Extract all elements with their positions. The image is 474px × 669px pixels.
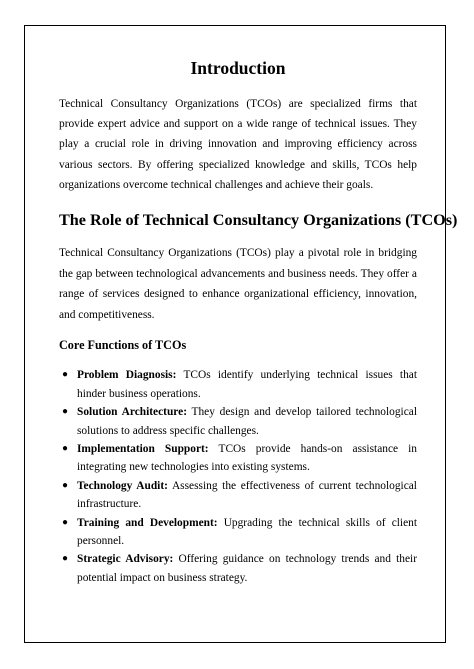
list-item-text: Assessing the effectiveness of current technological infrastructure. xyxy=(77,479,417,511)
list-item xyxy=(59,550,417,587)
list-item-text: Upgrading the technical skills of client personnel. xyxy=(77,516,417,548)
document-title: Introduction xyxy=(190,58,286,78)
list-item xyxy=(59,514,417,551)
list-item-text: TCOs provide hands-on assistance in integrating new technologies into existing systems. xyxy=(77,443,417,474)
list-item xyxy=(59,440,417,477)
list-item-term: Problem Diagnosis: xyxy=(77,369,177,382)
list-item xyxy=(59,403,417,440)
bullet-icon: ● xyxy=(62,406,69,418)
list-item xyxy=(59,477,417,514)
list-item xyxy=(59,366,417,403)
bullet-icon: ● xyxy=(62,479,69,491)
bullet-icon: ● xyxy=(62,369,69,381)
list-item-term: Implementation Support: xyxy=(77,443,209,456)
document-body xyxy=(59,56,458,587)
section-heading: The Role of Technical Consultancy Organizations (TCOs) xyxy=(59,211,458,230)
bullet-icon: ● xyxy=(62,443,69,455)
bullet-icon: ● xyxy=(62,516,69,528)
list-item-text: They design and develop tailored technological solutions to address specific challenges. xyxy=(77,406,417,437)
list-item-term: Solution Architecture: xyxy=(77,406,187,419)
list-item-text: Offering guidance on technology trends and their potential impact on business strategy. xyxy=(77,553,417,584)
core-functions-list xyxy=(59,366,417,587)
intro-paragraph: Technical Consultancy Organizations (TCOs) are specialized firms that provide expert advice and support on a wide range of technical issues. They play a crucial role in driving innovation and improving efficiency across various sectors. By offering specialized knowledge and skills, TCOs help organizations overcome technical challenges and achieve their goals. xyxy=(59,98,417,191)
list-item-term: Technology Audit: xyxy=(77,479,168,492)
bullet-icon: ● xyxy=(62,553,69,565)
core-functions-heading: Core Functions of TCOs xyxy=(59,338,187,353)
section-paragraph: Technical Consultancy Organizations (TCOs) play a pivotal role in bridging the gap between technological advancements and business needs. They offer a range of services designed to enhance organizational efficiency, innovation, and competitiveness. xyxy=(59,247,417,321)
list-item-term: Strategic Advisory: xyxy=(77,553,174,566)
list-item-term: Training and Development: xyxy=(77,516,218,529)
list-item-text: TCOs identify underlying technical issues that hinder business operations. xyxy=(77,369,418,400)
